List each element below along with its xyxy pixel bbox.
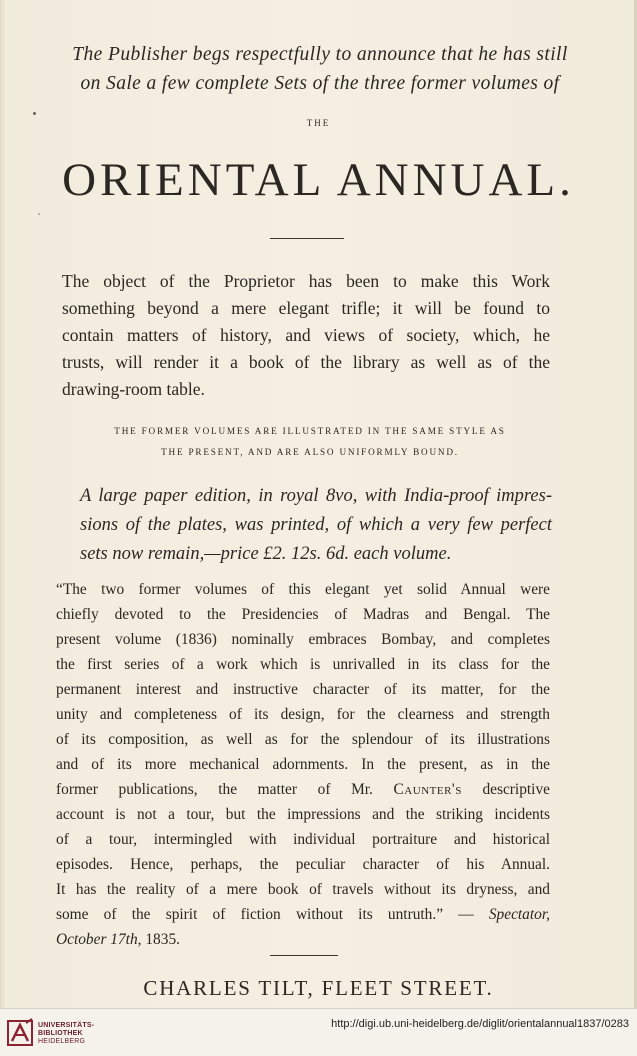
permalink-url[interactable]: http://digi.ub.uni-heidelberg.de/diglit/orientalannual1837/0283 (331, 1018, 629, 1030)
review-line-text: some of the spirit of fiction without its untruth.” — (56, 906, 474, 923)
library-name-line: UNIVERSITÄTS- (38, 1022, 95, 1029)
review-line: of its composition, as well as for the splendour of its illustrations (56, 731, 550, 748)
divider (270, 955, 338, 956)
edition-note (80, 482, 552, 569)
edition-line: sions of the plates, was printed, of which a very few perfect (80, 515, 552, 535)
review-line: present volume (1836) nominally embraces Bombay, and completes (56, 631, 550, 648)
review-line: chiefly devoted to the Presidencies of Madras and Bengal. The (56, 606, 550, 623)
viewer-footer (0, 1008, 637, 1056)
review-line: It has the reality of a mere book of travels without its dryness, and (56, 881, 550, 898)
paragraph-line: drawing-room table. (62, 379, 205, 399)
review-line: unity and completeness of its design, for the clearness and strength (56, 706, 550, 723)
edition-line: A large paper edition, in royal 8vo, with India-proof impres- (80, 486, 552, 506)
title-article: THE (306, 118, 331, 128)
announcement-line: on Sale a few complete Sets of the three former volumes of (80, 73, 560, 94)
ink-speck (33, 112, 36, 115)
page-title: ORIENTAL ANNUAL. (62, 154, 575, 206)
library-name-line: BIBLIOTHEK (38, 1030, 83, 1037)
object-paragraph (62, 268, 550, 403)
review-quote (56, 577, 550, 952)
library-name-line: HEIDELBERG (38, 1038, 86, 1045)
review-line: permanent interest and instructive character of its matter, for the (56, 681, 550, 698)
publisher-announcement (40, 40, 600, 98)
review-year: 1835. (145, 931, 180, 948)
review-line: the first series of a work which is unrivalled in its class for the (56, 656, 550, 673)
edition-line: sets now remain,—price £2. 12s. 6d. each volume. (80, 544, 452, 564)
notice-line: THE FORMER VOLUMES ARE ILLUSTRATED IN THE SAME STYLE AS (114, 426, 506, 436)
review-date: October 17th, (56, 931, 142, 948)
review-line-text: descriptive (482, 781, 550, 798)
paragraph-line: something beyond a mere elegant trifle; it will be found to (62, 298, 550, 318)
review-line: episodes. Hence, perhaps, the peculiar character of his Annual. (56, 856, 550, 873)
publisher-imprint: CHARLES TILT, FLEET STREET. (143, 976, 494, 1000)
review-line: “The two former volumes of this elegant yet solid Annual were (56, 581, 550, 598)
review-line (56, 902, 550, 927)
paragraph-line: trusts, will render it a book of the library as well as of the (62, 352, 550, 372)
paragraph-line: contain matters of history, and views of society, which, he (62, 325, 550, 345)
review-line-text: former publications, the matter of Mr. (56, 781, 373, 798)
review-line: and of its more mechanical adornments. In the present, as in the (56, 756, 550, 773)
ink-speck (38, 213, 40, 215)
review-line: account is not a tour, but the impressions and the striking incidents (56, 806, 550, 823)
review-line (56, 777, 550, 802)
paragraph-line: The object of the Proprietor has been to make this Work (62, 271, 550, 291)
review-line (56, 927, 550, 952)
notice-line: THE PRESENT, AND ARE ALSO UNIFORMLY BOUND. (161, 447, 459, 457)
review-source: Spectator, (488, 906, 550, 923)
university-library-logo-icon[interactable] (6, 1017, 36, 1049)
announcement-line: The Publisher begs respectfully to announce that he has still (72, 44, 568, 65)
review-line: of a tour, intermingled with individual portraiture and historical (56, 831, 550, 848)
volumes-notice (80, 421, 540, 463)
divider (270, 238, 344, 239)
author-name: Caunter's (393, 781, 462, 798)
library-name (38, 1022, 138, 1046)
